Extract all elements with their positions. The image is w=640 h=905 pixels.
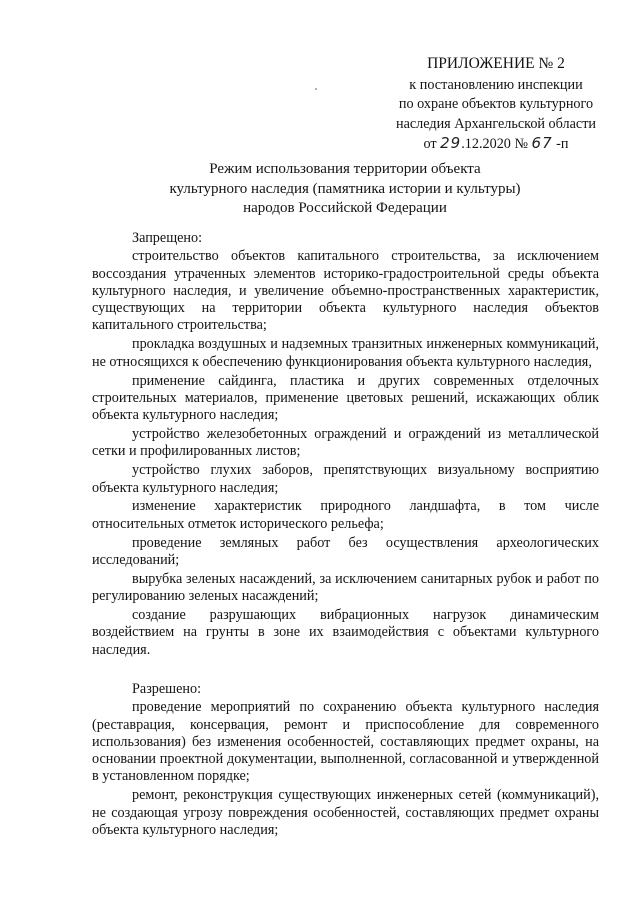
appendix-line-3: наследия Архангельской области bbox=[395, 115, 596, 132]
prohibited-section bbox=[92, 230, 599, 660]
appendix-line-1: к постановлению инспекции bbox=[409, 76, 583, 93]
appendix-block bbox=[376, 54, 616, 155]
prohibited-item: вырубка зеленых насаждений, за исключением санитарных рубок и работ по регулированию зеленых насаждений; bbox=[92, 570, 599, 605]
permitted-label: Разрешено: bbox=[132, 681, 202, 697]
permitted-section bbox=[92, 681, 599, 841]
prohibited-item: устройство глухих заборов, препятствующих визуальному восприятию объекта культурного наследия; bbox=[92, 462, 599, 496]
scan-speck bbox=[315, 88, 317, 90]
prohibited-label: Запрещено: bbox=[132, 230, 203, 246]
handwritten-number: 67 bbox=[531, 134, 553, 153]
appendix-date-line bbox=[376, 134, 616, 155]
prohibited-item: строительство объектов капитального строительства, за исключением воссоздания утраченных элементов историко-градостроительной среды объекта культурного наследия, и увеличение объемно-пространственных характеристик, существующих на территории объекта культурного наследия объектов капитального строительства; bbox=[92, 248, 599, 334]
prohibited-item: применение сайдинга, пластика и других современных отделочных строительных материалов, применение цветовых решений, искажающих облик объекта культурного наследия; bbox=[92, 372, 599, 424]
prohibited-item: устройство железобетонных ограждений и ограждений из металлической сетки и профилированных листов; bbox=[92, 426, 599, 460]
date-suffix: -п bbox=[556, 136, 569, 153]
date-middle: .12.2020 № bbox=[461, 136, 528, 153]
heading-line-1: Режим использования территории объекта bbox=[209, 161, 481, 177]
permitted-item: ремонт, реконструкция существующих инженерных сетей (коммуникаций), не создающая угрозу повреждения особенностей, составляющих предмет охраны объекта культурного наследия; bbox=[92, 787, 599, 838]
document-heading bbox=[140, 160, 550, 219]
date-prefix: от bbox=[423, 136, 437, 153]
appendix-title: ПРИЛОЖЕНИЕ № 2 bbox=[427, 55, 565, 72]
prohibited-item: создание разрушающих вибрационных нагрузок динамическим воздействием на грунты в зоне их взаимодействия с объектами культурного наследия. bbox=[92, 606, 599, 658]
prohibited-item: прокладка воздушных и надземных транзитных инженерных коммуникаций, не относящихся к обеспечению функционирования объекта культурного наследия, bbox=[92, 336, 599, 370]
appendix-line-2: по охране объектов культурного bbox=[398, 96, 594, 113]
heading-line-2: культурного наследия (памятника истории и культуры) bbox=[169, 180, 521, 197]
prohibited-item: изменение характеристик природного ландшафта, в том числе относительных отметок исторического рельефа; bbox=[92, 498, 599, 532]
prohibited-item: проведение земляных работ без осуществления археологических исследований; bbox=[92, 534, 599, 568]
handwritten-day: 29 bbox=[440, 134, 462, 153]
permitted-item: проведение мероприятий по сохранению объекта культурного наследия (реставрация, консервация, ремонт и приспособление для современного использования) без изменения особенностей, составляющих предмет охраны, на основании проектной документации, выполненной, согласованной и утвержденной в установленном порядке; bbox=[92, 699, 599, 785]
heading-line-3: народов Российской Федерации bbox=[243, 200, 447, 217]
